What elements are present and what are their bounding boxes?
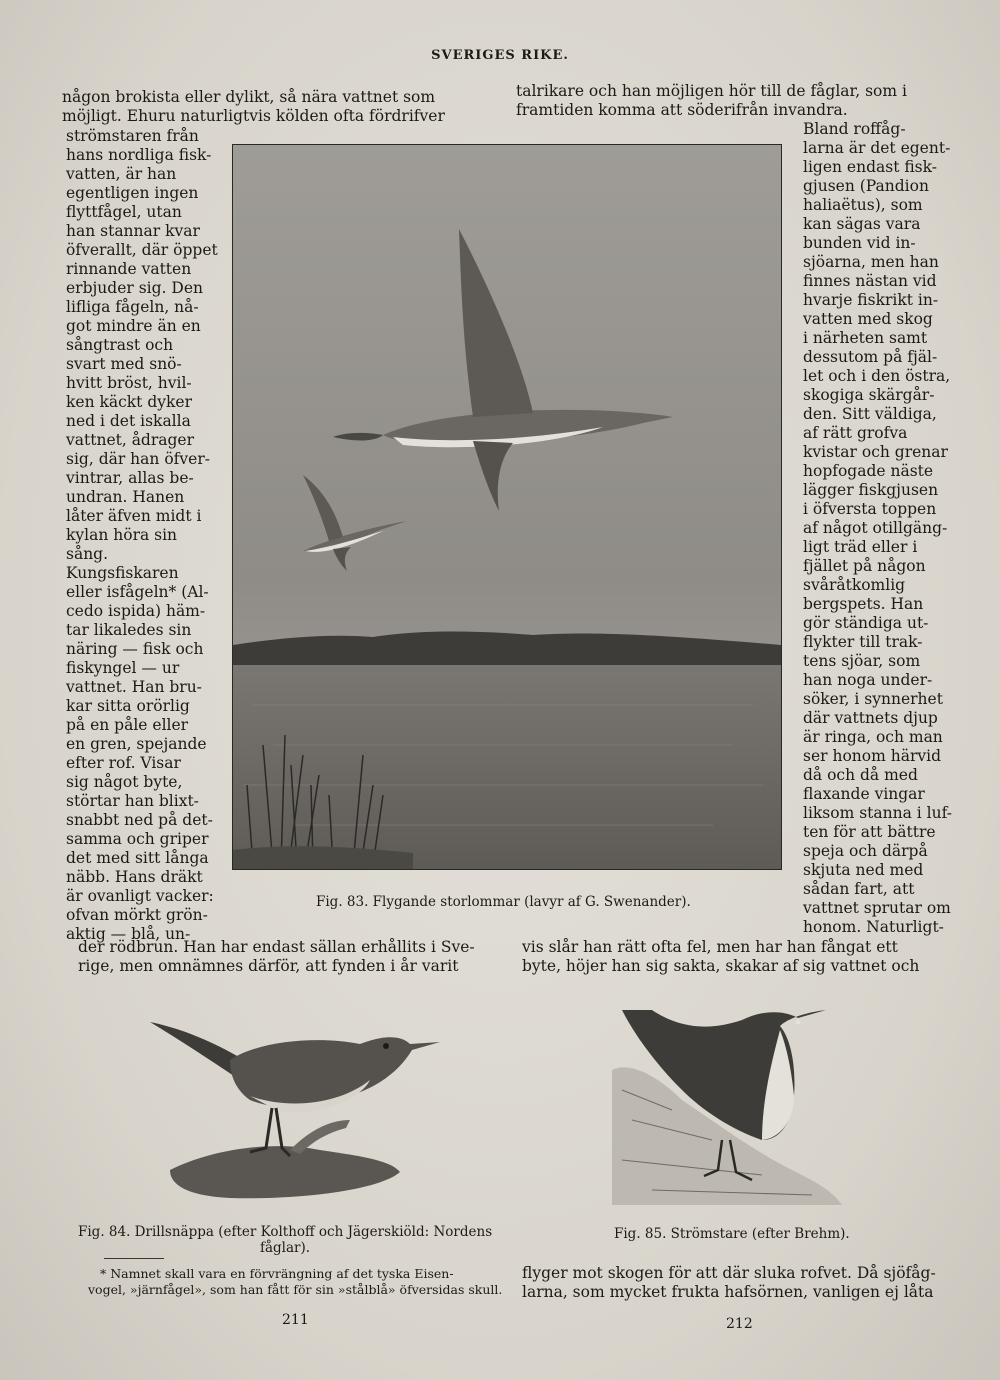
footnote-rule (104, 1258, 164, 1259)
right-column-line: i öfversta toppen (803, 500, 937, 518)
bottom-right-line-1: vis slår han rätt ofta fel, men har han fångat ett (522, 938, 898, 956)
bottom-right-line-2: byte, höjer han sig sakta, skakar af sig vattnet och (522, 957, 920, 975)
page-number-left: 211 (282, 1312, 309, 1328)
right-column-line: hvarje fiskrikt in- (803, 291, 939, 309)
left-column-line: sångtrast och (66, 336, 174, 354)
left-column-line: tar likaledes sin (66, 621, 192, 639)
right-column-line: då och då med (803, 766, 918, 784)
left-column-line: eller isfågeln* (Al- (66, 583, 209, 601)
right-column-line: gjusen (Pandion (803, 177, 929, 195)
right-column-line: honom. Naturligt- (803, 918, 944, 936)
top-right-line-2: framtiden komma att söderifrån invandra. (516, 101, 848, 119)
left-column-line: låter äfven midt i (66, 507, 202, 525)
running-header: SVERIGES RIKE. (431, 48, 569, 63)
loons-illustration (233, 145, 781, 869)
left-column-line: got mindre än en (66, 317, 201, 335)
left-column-line: näbb. Hans dräkt (66, 868, 203, 886)
right-column-line: kan sägas vara (803, 215, 921, 233)
right-column-line: haliaëtus), som (803, 196, 923, 214)
right-column-line: gör ständiga ut- (803, 614, 929, 632)
right-column-line: speja och därpå (803, 842, 928, 860)
left-column-line: cedo ispida) häm- (66, 602, 206, 620)
left-column-line: ned i det iskalla (66, 412, 191, 430)
text-line: någon brokista eller dylikt, så nära vattnet som (62, 88, 436, 106)
right-column-line: vatten med skog (803, 310, 933, 328)
left-column-line: Kungsfiskaren (66, 564, 179, 582)
right-column-line: skogiga skärgår- (803, 386, 935, 404)
right-column-line: lägger fiskgjusen (803, 481, 939, 499)
bottom-left-line-1: der rödbrun. Han har endast sällan erhållits i Sve- (78, 938, 475, 956)
left-column-line: efter rof. Visar (66, 754, 181, 772)
left-column-line: strömstaren från (66, 127, 199, 145)
left-column-line: erbjuder sig. Den (66, 279, 203, 297)
left-column-line: är ovanligt vacker: (66, 887, 214, 905)
right-column-line: den. Sitt väldiga, (803, 405, 937, 423)
left-column-line: sång. (66, 545, 109, 563)
left-column-line: näring — fisk och (66, 640, 204, 658)
left-column-line: vatten, är han (66, 165, 177, 183)
left-column-line: vattnet, ådrager (66, 431, 195, 449)
left-column-line: hans nordliga fisk- (66, 146, 212, 164)
right-column-line: han noga under- (803, 671, 933, 689)
right-column-line: i närheten samt (803, 329, 928, 347)
right-column-line: let och i den östra, (803, 367, 951, 385)
bottom-left-line-2: rige, men omnämnes därför, att fynden i år varit (78, 957, 459, 975)
left-column-line: flyttfågel, utan (66, 203, 182, 221)
left-column-line: han stannar kvar (66, 222, 200, 240)
left-column-line: lifliga fågeln, nå- (66, 298, 199, 316)
figure-84-sandpiper (150, 1000, 450, 1205)
right-column-line: liksom stanna i luf- (803, 804, 953, 822)
final-right-line-2: larna, som mycket frukta hafsörnen, vanligen ej låta (522, 1283, 934, 1301)
right-column-line: sjöarna, men han (803, 253, 939, 271)
left-column-line: kar sitta orörlig (66, 697, 190, 715)
dipper-illustration (612, 1000, 842, 1205)
left-column-line: sig något byte, (66, 773, 183, 791)
left-column-line: vattnet. Han bru- (66, 678, 202, 696)
left-column-line: svart med snö- (66, 355, 182, 373)
right-column-line: ligt träd eller i (803, 538, 918, 556)
right-column-line: dessutom på fjäl- (803, 348, 938, 366)
right-column-line: flaxande vingar (803, 785, 925, 803)
right-column-line: kvistar och grenar (803, 443, 948, 461)
left-column-line: undran. Hanen (66, 488, 185, 506)
right-column-line: bunden vid in- (803, 234, 916, 252)
figure-85-dipper (612, 1000, 842, 1205)
left-column-line: en gren, spejande (66, 735, 207, 753)
top-left-line-1 (62, 88, 492, 107)
left-column-line: samma och griper (66, 830, 209, 848)
left-column-line: snabbt ned på det- (66, 811, 213, 829)
right-column-line: flykter till trak- (803, 633, 923, 651)
right-column-line: tens sjöar, som (803, 652, 921, 670)
right-column-line: hopfogade näste (803, 462, 934, 480)
left-column-line: aktig — blå, un- (66, 925, 191, 943)
top-right-line-1: talrikare och han möjligen hör till de fåglar, som i (516, 82, 907, 100)
right-column-line: larna är det egent- (803, 139, 951, 157)
right-column-line: ten för att bättre (803, 823, 936, 841)
left-column-line: hvitt bröst, hvil- (66, 374, 192, 392)
left-column-line: kylan höra sin (66, 526, 178, 544)
right-column-line: ser honom härvid (803, 747, 941, 765)
final-right-line-1: flyger mot skogen för att där sluka rofvet. Då sjöfåg- (522, 1264, 936, 1282)
right-column-line: af något otillgäng- (803, 519, 948, 537)
page-number-right: 212 (726, 1316, 753, 1332)
left-column-line: sig, där han öfver- (66, 450, 210, 468)
right-column-line: af rätt grofva (803, 424, 908, 442)
right-column-line: söker, i synnerhet (803, 690, 943, 708)
footnote-line-2: vogel, »järnfågel», som han fått för sin »stålblå» öfversidas skull. (88, 1282, 503, 1297)
left-column-line: det med sitt långa (66, 849, 209, 867)
right-column-line: bergspets. Han (803, 595, 924, 613)
right-column-line: ligen endast fisk- (803, 158, 937, 176)
figure-85-caption: Fig. 85. Strömstare (efter Brehm). (614, 1226, 850, 1242)
left-column-line: vintrar, allas be- (66, 469, 194, 487)
right-column-line: fjället på någon (803, 557, 926, 575)
right-column-line: sådan fart, att (803, 880, 915, 898)
right-column-line: vattnet sprutar om (803, 899, 951, 917)
figure-83-loons-flying (232, 144, 782, 870)
right-column-line: svåråtkomlig (803, 576, 906, 594)
figure-84-caption-line-1: Fig. 84. Drillsnäppa (efter Kolthoff och Jägerskiöld: Nordens (78, 1224, 493, 1240)
footnote-line-1: * Namnet skall vara en förvrängning af det tyska Eisen- (100, 1266, 454, 1281)
left-column-line: på en påle eller (66, 716, 189, 734)
left-column-line: rinnande vatten (66, 260, 192, 278)
top-left-line-2: möjligt. Ehuru naturligtvis kölden ofta fördrifver (62, 107, 445, 125)
right-column-line: finnes nästan vid (803, 272, 937, 290)
right-column-line: är ringa, och man (803, 728, 943, 746)
sandpiper-illustration (150, 1000, 450, 1205)
left-column-line: öfverallt, där öppet (66, 241, 218, 259)
left-column-line: egentligen ingen (66, 184, 199, 202)
right-column-line: Bland roffåg- (803, 120, 906, 138)
left-column-line: fiskyngel — ur (66, 659, 180, 677)
left-column-line: ofvan mörkt grön- (66, 906, 208, 924)
left-column-line: ken käckt dyker (66, 393, 192, 411)
figure-84-caption-line-2: fåglar). (260, 1240, 311, 1256)
right-column-line: skjuta ned med (803, 861, 924, 879)
left-column-line: störtar han blixt- (66, 792, 199, 810)
right-column-line: där vattnets djup (803, 709, 938, 727)
figure-83-caption: Fig. 83. Flygande storlommar (lavyr af G. Swenander). (316, 894, 691, 910)
